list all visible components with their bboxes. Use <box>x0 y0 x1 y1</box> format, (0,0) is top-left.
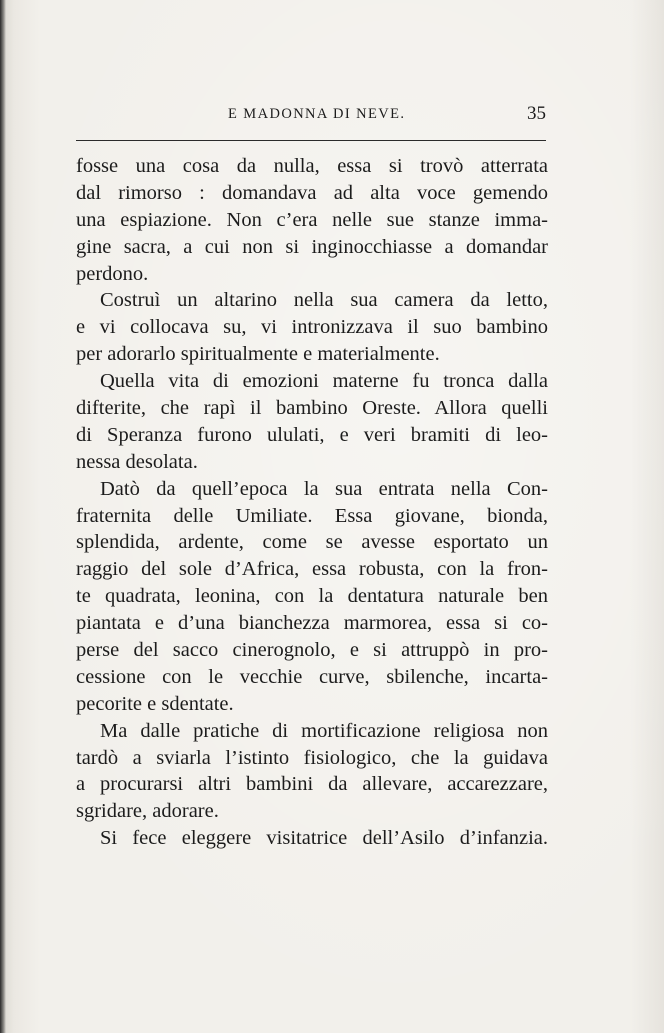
text-line: tardò a sviarla l’istinto fisiologico, che la guidava <box>76 746 548 769</box>
text-line: fraternita delle Umiliate. Essa giovane, bionda, <box>76 504 548 527</box>
page-binding-edge <box>0 0 6 1033</box>
running-title: E MADONNA DI NEVE. <box>228 106 406 122</box>
text-line: Quella vita di emozioni materne fu tronca dalla <box>100 370 548 393</box>
text-line: nessa desolata. <box>76 450 198 473</box>
text-line: piantata e d’una bianchezza marmorea, essa si co- <box>76 612 548 635</box>
body-text <box>76 153 548 852</box>
text-line: fosse una cosa da nulla, essa si trovò atterrata <box>76 155 548 177</box>
text-line: per adorarlo spiritualmente e materialmente. <box>76 343 440 366</box>
text-line: cessione con le vecchie curve, sbilenche, incarta- <box>76 665 548 688</box>
text-line: dal rimorso : domandava ad alta voce gemendo <box>76 181 548 204</box>
text-line: sgridare, adorare. <box>76 800 219 823</box>
header-rule <box>76 140 546 141</box>
text-line: Datò da quell’epoca la sua entrata nella Con- <box>100 477 548 500</box>
text-line: pecorite e sdentate. <box>76 692 234 715</box>
text-line: perdono. <box>76 262 149 285</box>
text-line: Ma dalle pratiche di mortificazione religiosa non <box>100 719 548 742</box>
text-line: raggio del sole d’Africa, essa robusta, con la fron- <box>76 558 548 581</box>
page-number: 35 <box>527 103 546 124</box>
page-header <box>76 103 548 131</box>
text-line: e vi collocava su, vi intronizzava il suo bambino <box>76 316 548 339</box>
text-line: di Speranza furono ululati, e veri bramiti di leo- <box>76 423 548 446</box>
text-line: a procurarsi altri bambini da allevare, accarezzare, <box>76 773 548 796</box>
text-line: gine sacra, a cui non si inginocchiasse a domandar <box>76 235 548 258</box>
text-line: difterite, che rapì il bambino Oreste. Allora quelli <box>76 397 548 420</box>
text-line: Costruì un altarino nella sua camera da letto, <box>100 289 548 312</box>
text-line: te quadrata, leonina, con la dentatura naturale ben <box>76 585 548 608</box>
text-line: perse del sacco cinerognolo, e si attruppò in pro- <box>76 639 548 662</box>
text-line: Si fece eleggere visitatrice dell’Asilo d’infanzia. <box>100 827 548 850</box>
text-line: splendida, ardente, come se avesse esportato un <box>76 531 548 554</box>
text-line: una espiazione. Non c’era nelle sue stanze imma- <box>76 208 548 231</box>
